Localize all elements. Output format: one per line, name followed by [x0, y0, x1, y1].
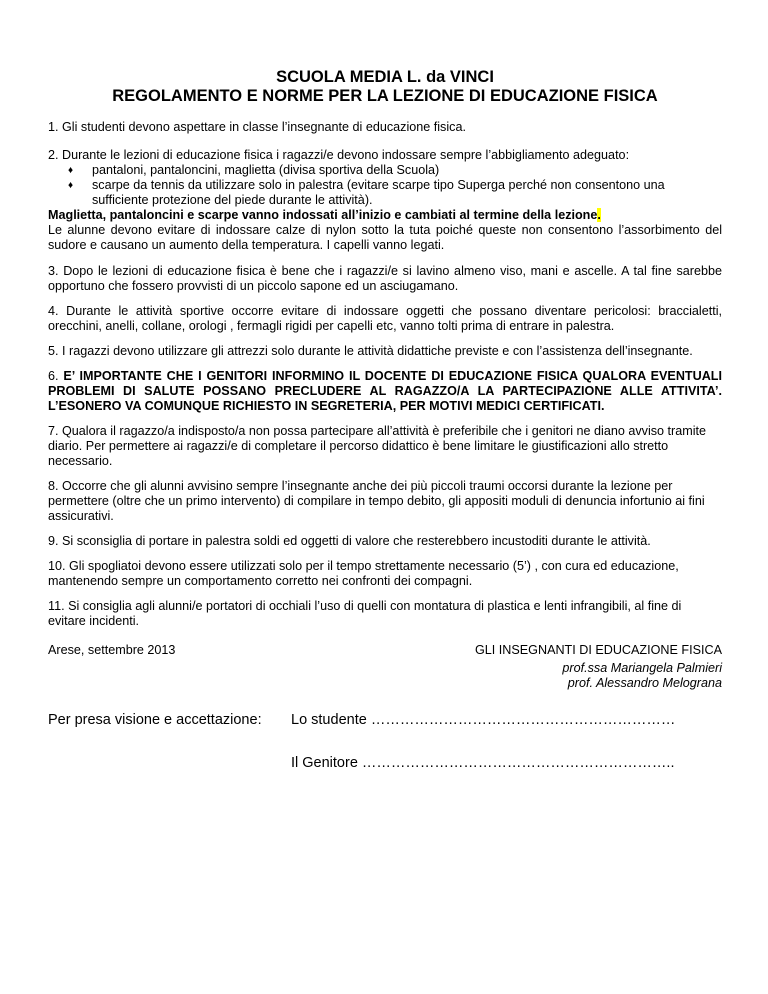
rule-2-note: Le alunne devono evitare di indossare calze di nylon sotto la tuta poiché queste non consentono l’assorbimento del sudore e causano un aumento della temperatura. I capelli vanno legati.: [48, 223, 722, 252]
student-signature-line: Lo studente ………………………………………………………: [291, 712, 676, 728]
rule-11: 11. Si consiglia agli alunni/e portatori di occhiali l’uso di quelli con montatura di plastica e lenti infrangibili, al fine di evitare incidenti.: [48, 599, 682, 628]
rule-8: 8. Occorre che gli alunni avvisino sempre l’insegnante anche dei più piccoli traumi occorsi durante la lezione per permettere (oltre che un primo intervento) di compilare in tempo debito, gli appositi moduli di denuncia infortunio ai fini assicurativi.: [48, 479, 705, 523]
rule-2-intro: 2. Durante le lezioni di educazione fisica i ragazzi/e devono indossare sempre l’abbigliamento adeguato:: [48, 148, 630, 162]
highlight-mark: .: [597, 208, 601, 222]
rule-7: 7. Qualora il ragazzo/a indisposto/a non possa partecipare all’attività è preferibile che i genitori ne diano avviso tramite diario. Per permettere ai ragazzi/e di completare il percorso didattico è bene limitare le giustificazioni allo stretto necessario.: [48, 424, 707, 468]
clothing-list: [48, 163, 722, 208]
school-name: SCUOLA MEDIA L. da VINCI: [276, 68, 494, 86]
document-title: REGOLAMENTO E NORME PER LA LEZIONE DI EDUCAZIONE FISICA: [112, 87, 658, 105]
rule-6: [48, 369, 722, 414]
teacher-name: prof.ssa Mariangela Palmieri: [562, 661, 722, 675]
place-date: Arese, settembre 2013: [48, 643, 176, 657]
teachers-role: GLI INSEGNANTI DI EDUCAZIONE FISICA: [474, 643, 722, 657]
rule-9: 9. Si sconsiglia di portare in palestra soldi ed oggetti di valore che resterebbero incustoditi durante le attività.: [48, 534, 651, 548]
rule-6-number: 6.: [48, 369, 64, 383]
rule-3: 3. Dopo le lezioni di educazione fisica è bene che i ragazzi/e si lavino almeno viso, mani e ascelle. A tal fine sarebbe opportuno che fossero provvisti di un piccolo sapone ed un asciugamano.: [48, 264, 722, 293]
teacher-name: prof. Alessandro Melograna: [567, 676, 722, 690]
rule-2-bold-text: Maglietta, pantaloncini e scarpe vanno indossati all’inizio e cambiati al termine della lezione: [48, 208, 598, 222]
parent-signature-line: Il Genitore ………………………………………………………..: [291, 755, 675, 771]
acceptance-label: Per presa visione e accettazione:: [48, 712, 262, 728]
rule-10: 10. Gli spogliatoi devono essere utilizzati solo per il tempo strettamente necessario (5’) , con cura ed educazione, mantenendo sempre un comportamento corretto nei confronti dei compagni.: [48, 559, 679, 588]
rule-1: 1. Gli studenti devono aspettare in classe l’insegnante di educazione fisica.: [48, 120, 466, 134]
document-page: [48, 68, 722, 783]
rule-5: 5. I ragazzi devono utilizzare gli attrezzi solo durante le attività didattiche previste e con l’assistenza dell’insegnante.: [48, 344, 693, 358]
list-item: ♦ scarpe da tennis da utilizzare solo in palestra (evitare scarpe tipo Superga perché non consentono una sufficiente protezione del piede durante le attività).: [92, 178, 722, 208]
rule-2: [48, 148, 722, 253]
teachers-block: [475, 643, 722, 691]
rule-6-text: E’ IMPORTANTE CHE I GENITORI INFORMINO IL DOCENTE DI EDUCAZIONE FISICA QUALORA EVENTUALI PROBLEMI DI SALUTE POSSANO PRECLUDERE AL RAGAZZO/A LA PARTECIPAZIONE ALLE ATTIVITA’. L’ESONERO VA COMUNQUE RICHIESTO IN SEGRETERIA, PER MOTIVI MEDICI CERTIFICATI.: [48, 369, 722, 413]
acceptance-block: [48, 713, 722, 783]
rule-2-bold-note: [48, 208, 722, 223]
rule-4: 4. Durante le attività sportive occorre evitare di indossare oggetti che possano diventare pericolosi: braccialetti, orecchini, anelli, collane, orologi , fermagli rigidi per capelli etc, vanno tolti prima di entrare in palestra.: [48, 304, 722, 333]
list-item: ♦ pantaloni, pantaloncini, maglietta (divisa sportiva della Scuola): [92, 163, 722, 178]
signature-block: [48, 643, 722, 713]
